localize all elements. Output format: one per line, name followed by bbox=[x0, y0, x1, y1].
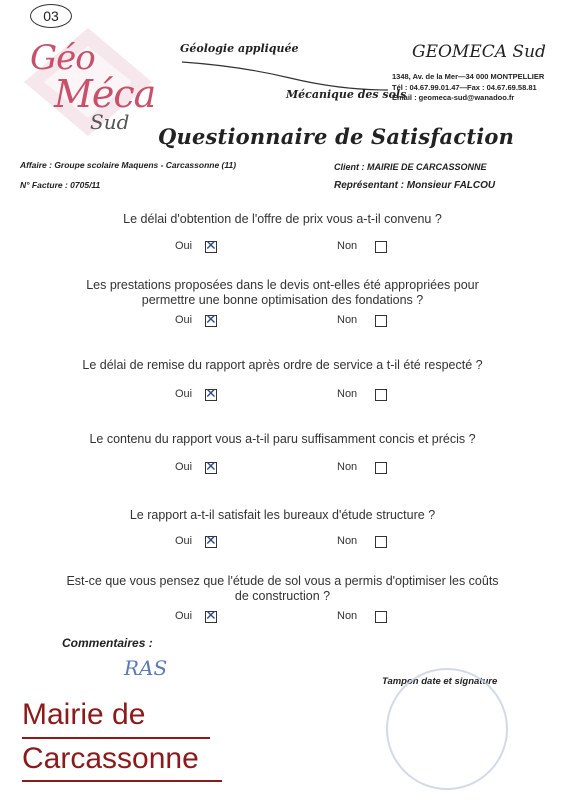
address-line: 1348, Av. de la Mer—34 000 MONTPELLIER bbox=[392, 72, 545, 81]
q3-yes-label: Oui bbox=[175, 388, 193, 400]
representant-label: Représentant : Monsieur FALCOU bbox=[334, 180, 496, 191]
company-name: GEOMECA Sud bbox=[412, 42, 546, 62]
question-4: Le contenu du rapport vous a-t-il paru suffisamment concis et précis ? bbox=[89, 432, 476, 446]
comments-value: RAS bbox=[124, 656, 168, 680]
q4-yes-label: Oui bbox=[175, 461, 193, 473]
q2-yes-label: Oui bbox=[175, 314, 193, 326]
q5-no-label: Non bbox=[337, 535, 358, 547]
stamp-label: Tampon date et signature bbox=[382, 676, 498, 687]
q2-yes-check-mark: ✕ bbox=[205, 312, 217, 328]
header-mecanique: Mécanique des sols bbox=[286, 88, 407, 101]
q5-yes-label: Oui bbox=[175, 535, 193, 547]
address-email: Email : geomeca-sud@wanadoo.fr bbox=[392, 93, 515, 102]
question-1: Le délai d'obtention de l'offre de prix vous a-t-il convenu ? bbox=[123, 212, 442, 226]
comments-label: Commentaires : bbox=[62, 636, 153, 650]
mairie-line-2: Carcassonne bbox=[22, 742, 199, 775]
q1-no-checkbox[interactable] bbox=[375, 241, 387, 253]
q6-yes-check-mark: ✕ bbox=[205, 608, 217, 624]
mairie-underline-2 bbox=[22, 780, 222, 782]
q4-no-label: Non bbox=[337, 461, 358, 473]
logo-text-sud: Sud bbox=[90, 110, 130, 134]
company-address bbox=[392, 72, 544, 104]
q6-no-checkbox[interactable] bbox=[375, 611, 387, 623]
mairie-underline-1 bbox=[22, 737, 210, 739]
question-2: Les prestations proposées dans le devis ont-elles été appropriées pour permettre une bonne optimisation des fondations ? bbox=[86, 278, 479, 307]
q3-no-label: Non bbox=[337, 388, 358, 400]
question-6: Est-ce que vous pensez que l'étude de sol vous a permis d'optimiser les coûts de construction ? bbox=[66, 574, 499, 603]
client-label: Client : MAIRIE DE CARCASSONNE bbox=[334, 162, 487, 172]
document-number: 03 bbox=[30, 4, 72, 28]
q1-yes-check-mark: ✕ bbox=[205, 238, 217, 254]
q6-no-label: Non bbox=[337, 610, 358, 622]
q4-yes-check-mark: ✕ bbox=[205, 459, 217, 475]
page-title: Questionnaire de Satisfaction bbox=[158, 124, 515, 149]
mairie-line-1: Mairie de bbox=[22, 698, 146, 731]
official-stamp bbox=[386, 668, 508, 790]
q1-yes-label: Oui bbox=[175, 240, 193, 252]
affaire-label: Affaire : Groupe scolaire Maquens - Carcassonne (11) bbox=[20, 160, 237, 170]
header-geologie: Géologie appliquée bbox=[180, 42, 299, 55]
question-3: Le délai de remise du rapport après ordre de service a t-il été respecté ? bbox=[82, 358, 483, 372]
facture-label: N° Facture : 0705/11 bbox=[20, 180, 101, 190]
q6-yes-label: Oui bbox=[175, 610, 193, 622]
address-phone: Tél : 04.67.99.01.47—Fax : 04.67.69.58.81 bbox=[392, 82, 537, 92]
question-5: Le rapport a-t-il satisfait les bureaux d'étude structure ? bbox=[129, 508, 436, 522]
logo-text-geo: Géo bbox=[30, 38, 95, 78]
q3-no-checkbox[interactable] bbox=[375, 389, 387, 401]
q1-no-label: Non bbox=[337, 240, 358, 252]
q2-no-label: Non bbox=[337, 314, 358, 326]
q2-no-checkbox[interactable] bbox=[375, 315, 387, 327]
q5-no-checkbox[interactable] bbox=[375, 536, 387, 548]
q3-yes-check-mark: ✕ bbox=[205, 386, 217, 402]
logo-text-meca: Méca bbox=[54, 72, 156, 116]
q5-yes-check-mark: ✕ bbox=[205, 533, 217, 549]
q4-no-checkbox[interactable] bbox=[375, 462, 387, 474]
